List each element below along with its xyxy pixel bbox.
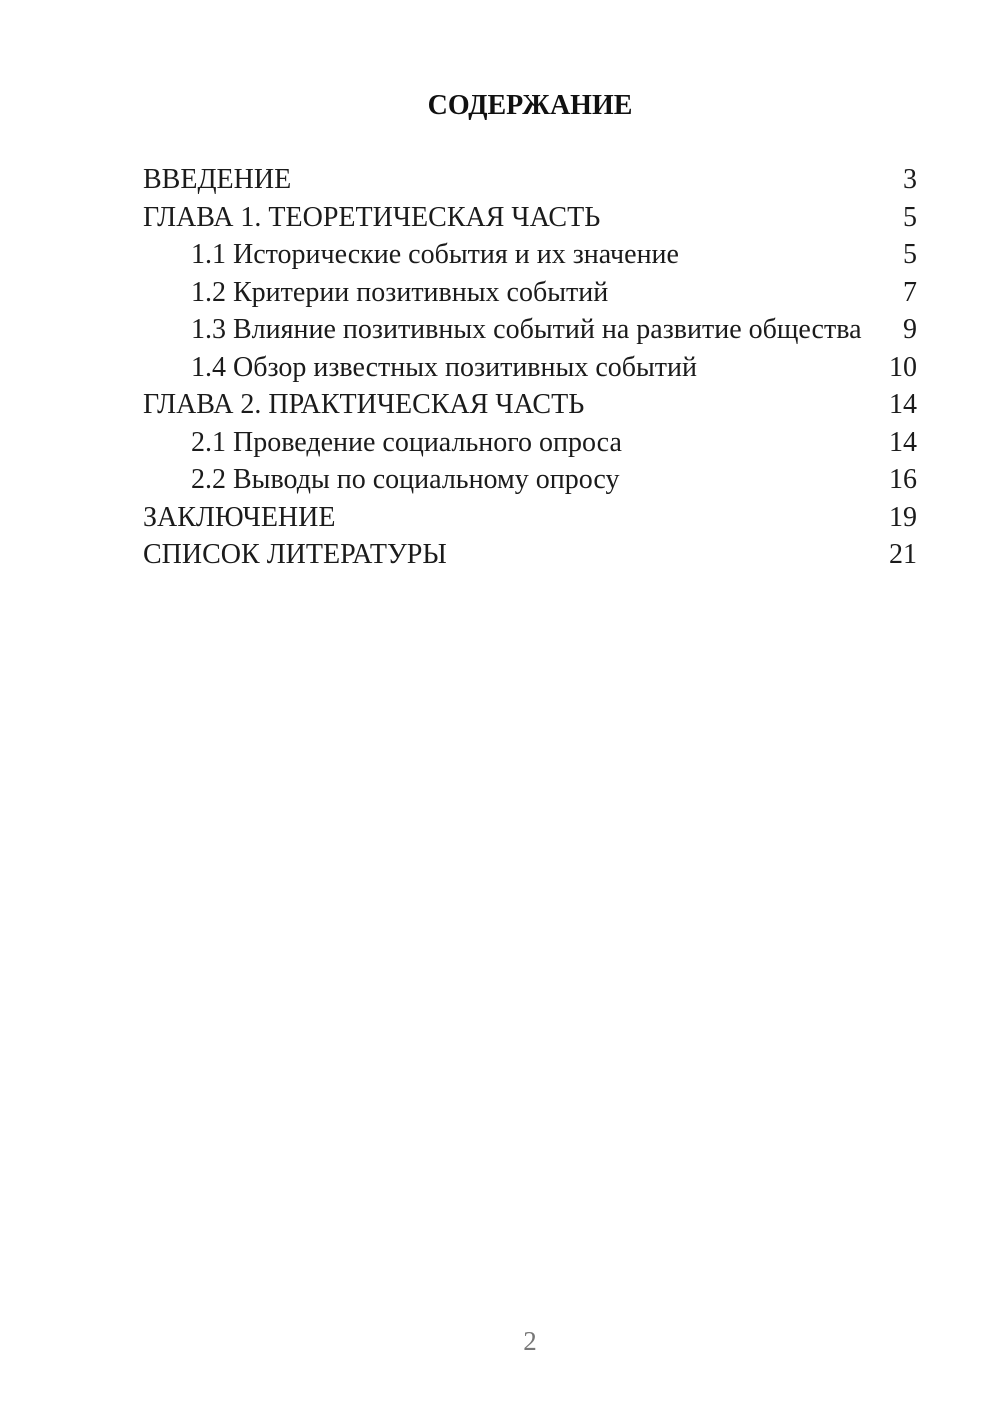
toc-entry-label: ГЛАВА 2. ПРАКТИЧЕСКАЯ ЧАСТЬ <box>143 389 585 420</box>
toc-entry-page-number: 14 <box>889 389 917 420</box>
toc-entry-page-number: 5 <box>903 201 917 233</box>
toc-entry-page-number: 5 <box>903 239 917 270</box>
toc-entry-page-number: 9 <box>903 314 917 345</box>
toc-entry-label: 1.2 Критерии позитивных событий <box>191 276 609 308</box>
table-of-contents <box>143 161 917 574</box>
toc-entry-label: 2.2 Выводы по социальному опросу <box>191 464 620 495</box>
page-title: СОДЕРЖАНИЕ <box>427 90 633 121</box>
toc-entry <box>143 311 917 349</box>
toc-entry-page-number: 21 <box>889 539 917 570</box>
toc-entry-label: 2.1 Проведение социального опроса <box>191 426 622 458</box>
toc-entry <box>143 386 917 424</box>
toc-entry <box>143 236 917 274</box>
toc-entry <box>143 274 917 312</box>
toc-entry-page-number: 16 <box>889 464 917 495</box>
toc-entry-page-number: 10 <box>889 351 917 383</box>
toc-entry-label: ГЛАВА 1. ТЕОРЕТИЧЕСКАЯ ЧАСТЬ <box>143 201 601 233</box>
toc-entry-label: 1.4 Обзор известных позитивных событий <box>191 351 698 383</box>
toc-entry-label: 1.1 Исторические события и их значение <box>191 239 679 270</box>
toc-entry-page-number: 7 <box>903 276 917 308</box>
toc-entry-page-number: 3 <box>903 164 917 195</box>
toc-entry <box>143 461 917 499</box>
toc-entry-label: ВВЕДЕНИЕ <box>143 164 292 195</box>
toc-entry <box>143 424 917 462</box>
toc-entry-label: 1.3 Влияние позитивных событий на развитие общества <box>191 314 862 345</box>
toc-entry <box>143 499 917 537</box>
toc-entry-label: ЗАКЛЮЧЕНИЕ <box>143 501 336 533</box>
toc-entry-page-number: 14 <box>889 426 917 458</box>
toc-entry-label: СПИСОК ЛИТЕРАТУРЫ <box>143 539 447 570</box>
toc-entry-page-number: 19 <box>889 501 917 533</box>
toc-entry <box>143 161 917 199</box>
footer-page-number: 2 <box>523 1326 537 1356</box>
toc-entry <box>143 536 917 574</box>
toc-entry <box>143 199 917 237</box>
toc-entry <box>143 349 917 387</box>
